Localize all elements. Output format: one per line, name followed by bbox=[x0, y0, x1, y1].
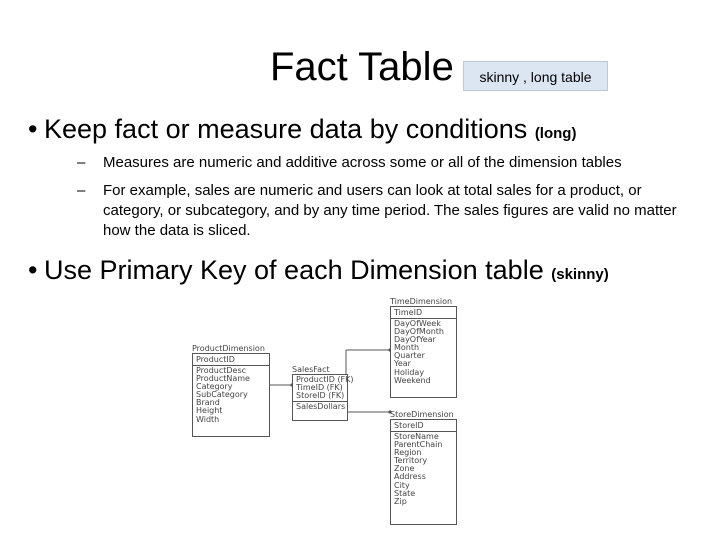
entity-product-dimension bbox=[192, 344, 270, 437]
entity-key: TimeID bbox=[391, 307, 456, 319]
attribute: DayOfMonth bbox=[394, 327, 444, 337]
dash-marker: – bbox=[77, 154, 86, 171]
attribute: DayOfYear bbox=[394, 335, 436, 345]
entity-name: SalesFact bbox=[292, 365, 330, 374]
entity-name: ProductDimension bbox=[192, 344, 265, 353]
attribute: Month bbox=[394, 343, 420, 353]
callout-box: skinny , long table bbox=[463, 61, 608, 91]
slide-title: Fact Table bbox=[270, 45, 454, 89]
attribute: Holiday bbox=[394, 367, 425, 377]
attribute: Height bbox=[196, 406, 223, 416]
attribute: ProductDesc bbox=[196, 366, 247, 375]
attribute: Weekend bbox=[394, 375, 431, 385]
entity-name: TimeDimension bbox=[390, 297, 453, 306]
attribute: Territory bbox=[394, 456, 428, 466]
bullet-1-text: Keep fact or measure data by conditions bbox=[44, 114, 528, 144]
dash-marker: – bbox=[77, 182, 86, 199]
attribute: Width bbox=[196, 414, 220, 424]
bullet-marker: • bbox=[28, 255, 38, 285]
attribute: State bbox=[394, 488, 416, 498]
entity-sales-fact bbox=[292, 365, 354, 421]
attribute: Zip bbox=[394, 496, 407, 506]
bullet-marker: • bbox=[28, 114, 38, 144]
foreign-key: ProductID (FK) bbox=[296, 375, 354, 384]
attribute: Zone bbox=[394, 464, 415, 474]
attribute: Quarter bbox=[394, 351, 425, 361]
attribute: City bbox=[394, 480, 410, 490]
entity-key: StoreID bbox=[391, 420, 456, 432]
bullet-1-suffix: (long) bbox=[534, 125, 577, 142]
attribute: Brand bbox=[196, 398, 220, 408]
foreign-key: TimeID (FK) bbox=[296, 383, 343, 393]
entity-store-dimension bbox=[390, 410, 457, 525]
attribute: DayOfWeek bbox=[394, 319, 441, 328]
attribute: ProductName bbox=[196, 374, 250, 384]
entity-key: ProductID bbox=[193, 354, 269, 366]
attribute: Category bbox=[196, 382, 233, 392]
subbullet-2-text: For example, sales are numeric and users can look at total sales for a product, or category, or subcategory, and by any time period. The sales figures are valid no matter how the data is sliced. bbox=[103, 182, 677, 239]
bullet-2-text: Use Primary Key of each Dimension table bbox=[44, 255, 544, 285]
attribute: ParentChain bbox=[394, 440, 443, 450]
subbullet-1-text: Measures are numeric and additive across some or all of the dimension tables bbox=[103, 154, 622, 171]
measure: SalesDollars bbox=[296, 402, 346, 412]
entity-name: StoreDimension bbox=[390, 410, 454, 419]
attribute: Address bbox=[394, 472, 426, 482]
entity-time-dimension bbox=[390, 297, 457, 398]
foreign-key: StoreID (FK) bbox=[296, 391, 345, 401]
attribute: SubCategory bbox=[196, 390, 248, 400]
attribute: Year bbox=[394, 359, 411, 369]
bullet-2-suffix: (skinny) bbox=[551, 266, 609, 283]
attribute: Region bbox=[394, 448, 422, 458]
attribute: StoreName bbox=[394, 432, 439, 441]
